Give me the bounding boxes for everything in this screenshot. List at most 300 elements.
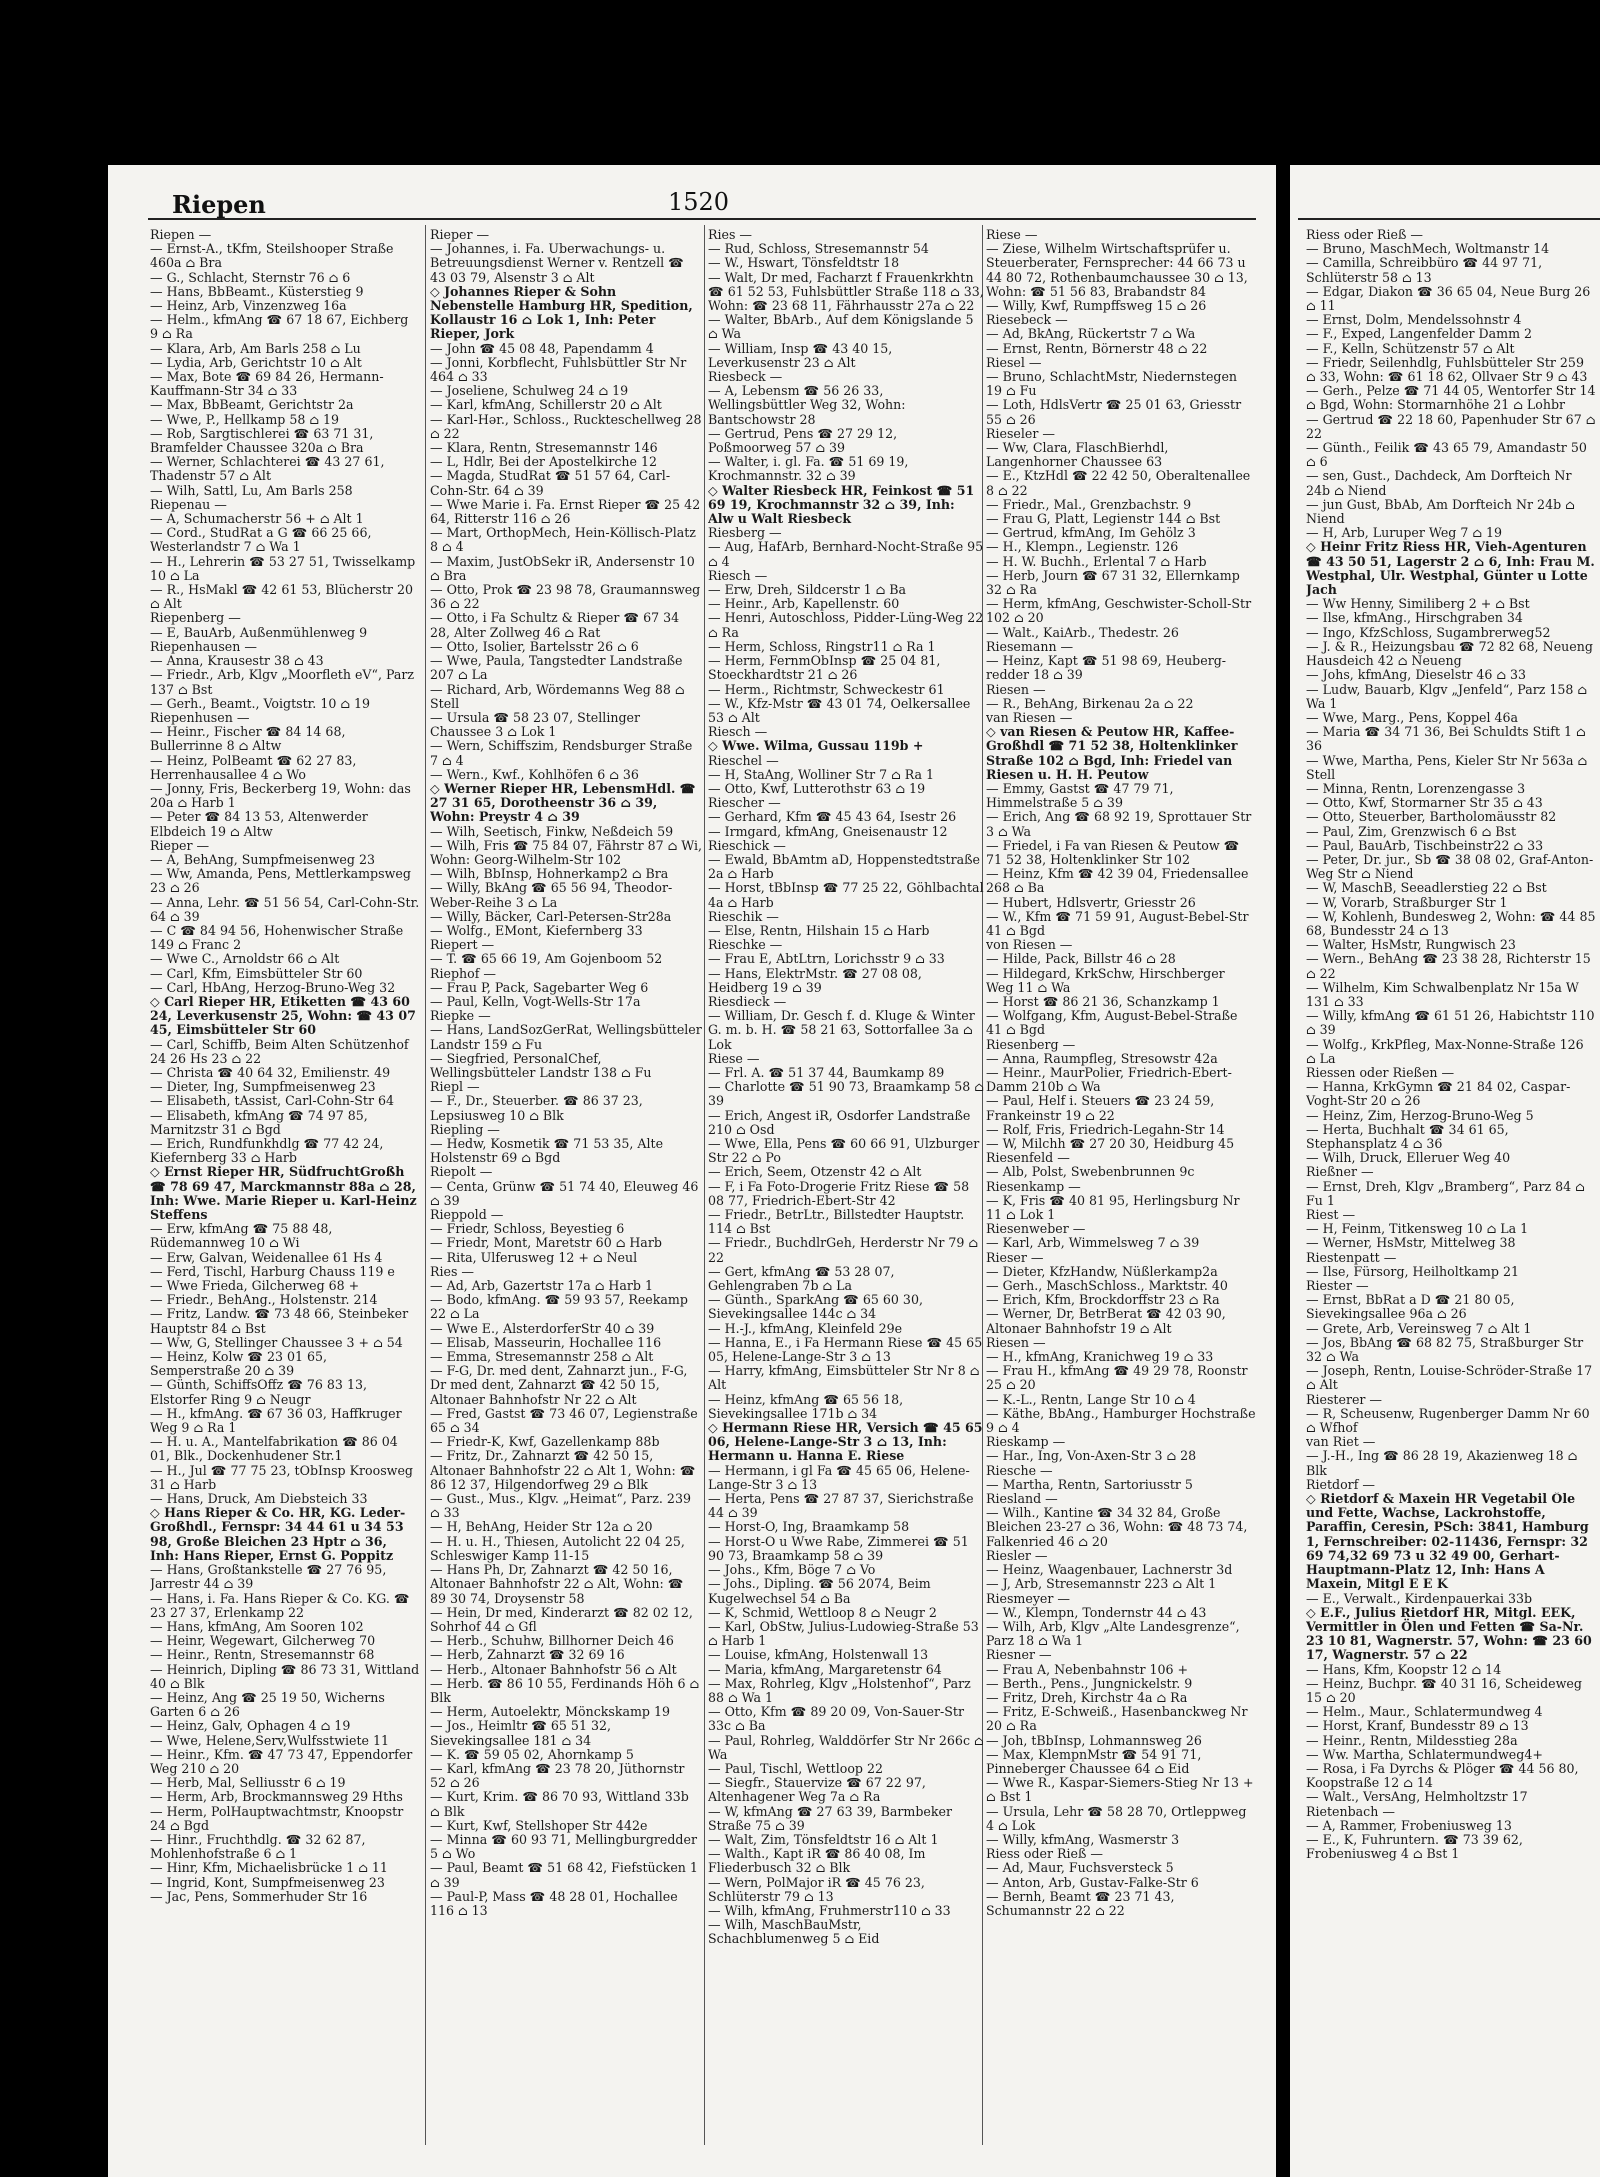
directory-entry: — Friedr-K, Kwf, Gazellenkamp 88b	[430, 1435, 660, 1450]
directory-entry: Riesenkamp —	[986, 1179, 1081, 1194]
directory-entry: Rietdorf —	[1306, 1477, 1375, 1492]
directory-entry: — Rob, Sargtischlerei ☎ 63 71 31, Bramfelder Chaussee 320a ⌂ Bra	[150, 426, 374, 456]
directory-entry: — Mart, OrthopMech, Hein-Köllisch-Platz 8 ⌂ 4	[430, 526, 696, 555]
directory-entry: — Gertrud, Pens ☎ 27 29 12, Poßmoorweg 57 ⌂ 39	[708, 426, 898, 456]
directory-entry: Rieschel —	[708, 753, 779, 768]
directory-entry: — Ingo, KfzSchloss, Sugambrerweg52	[1306, 625, 1551, 640]
directory-entry: — Anton, Arb, Gustav-Falke-Str 6	[986, 1875, 1199, 1890]
directory-entry: — Wilh, BbInsp, Hohnerkamp2 ⌂ Bra	[430, 867, 669, 882]
directory-entry: — Heinz, Galv, Ophagen 4 ⌂ 19	[150, 1719, 351, 1734]
directory-entry: — Paul, Tischl, Wettloop 22	[708, 1761, 884, 1776]
directory-entry: — Anna, Krausestr 38 ⌂ 43	[150, 654, 324, 669]
directory-entry: Riess oder Rieß —	[986, 1847, 1103, 1862]
directory-entry: — Horst, Kranf, Bundesstr 89 ⌂ 13	[1306, 1719, 1529, 1734]
directory-entry: — Heinz, kfmAng ☎ 65 56 18, Sievekingsallee 171b ⌂ 34	[708, 1392, 904, 1421]
directory-entry: — Minna ☎ 60 93 71, Mellingburgredder 5 ⌂ Wo	[430, 1832, 697, 1862]
directory-entry: — Else, Rentn, Hilshain 15 ⌂ Harb	[708, 923, 930, 938]
directory-entry: — Gertrud, kfmAng, Im Gehölz 3	[986, 526, 1196, 541]
directory-entry: Riess oder Rieß —	[1306, 228, 1423, 242]
running-head: Riepen	[172, 190, 266, 219]
directory-entry: — Heinr., Rentn, Stresemannstr 68	[150, 1648, 375, 1663]
directory-entry: Ries —	[708, 228, 753, 242]
directory-entry: ◇ Hermann Riese HR, Versich ☎ 45 65 06, Helene-Lange-Str 3 ⌂ 13, Inh: Hermann u. Hanna E. Riese	[708, 1421, 983, 1464]
directory-entry: — F., Dr., Steuerber. ☎ 86 37 23, Lepsiusweg 10 ⌂ Blk	[430, 1094, 643, 1123]
directory-entry: — Hans, i. Fa. Hans Rieper & Co. KG. ☎ 23 27 37, Erlenkamp 22	[150, 1591, 410, 1620]
directory-entry: — Rosa, i Fa Dyrchs & Plöger ☎ 44 56 80, Koopstraße 12 ⌂ 14	[1306, 1761, 1579, 1791]
directory-entry: — Wilh, Fris ☎ 75 84 07, Fährstr 87 ⌂ Wi, Wohn: Georg-Wilhelm-Str 102	[430, 838, 702, 867]
directory-entry: — F., Kelln, Schützenstr 57 ⌂ Alt	[1306, 341, 1515, 356]
directory-entry: — Horst ☎ 86 21 36, Schanzkamp 1	[986, 994, 1220, 1009]
directory-entry: — W, kfmAng ☎ 27 63 39, Barmbeker Straße 75 ⌂ 39	[708, 1804, 952, 1833]
directory-entry: — Günth., SparkAng ☎ 65 60 30, Sievekingsallee 144c ⌂ 34	[708, 1293, 923, 1322]
directory-entry: — Otto, Kfm ☎ 89 20 09, Von-Sauer-Str 33c ⌂ Ba	[708, 1705, 964, 1734]
directory-entry: — E., K, Fuhruntern. ☎ 73 39 62, Frobeniusweg 4 ⌂ Bst 1	[1306, 1832, 1523, 1862]
directory-entry: Riesler —	[986, 1548, 1048, 1563]
directory-entry: — Hildegard, KrkSchw, Hirschberger Weg 11 ⌂ Wa	[986, 966, 1225, 995]
directory-entry: — Wern, PolMajor iR ☎ 45 76 23, Schlüterstr 79 ⌂ 13	[708, 1875, 925, 1904]
directory-entry: Riesenberg —	[986, 1037, 1076, 1052]
directory-entry: — jun Gust, BbAb, Am Dorfteich Nr 24b ⌂ Niend	[1306, 497, 1575, 527]
directory-entry: Riepen —	[150, 228, 212, 242]
directory-entry: — Frau H., kfmAng ☎ 49 29 78, Roonstr 25 ⌂ 20	[986, 1364, 1248, 1393]
directory-entry: — E, BauArb, Außenmühlenweg 9	[150, 625, 368, 640]
directory-entry: — H, Arb, Luruper Weg 7 ⌂ 19	[1306, 526, 1503, 541]
directory-entry: Riesche —	[986, 1463, 1053, 1478]
directory-entry: — Ww, G, Stellinger Chaussee 3 + ⌂ 54	[150, 1335, 403, 1350]
directory-entry: — W., Kfz-Mstr ☎ 43 01 74, Oelkersallee 53 ⌂ Alt	[708, 696, 971, 725]
directory-entry: — F, i Fa Foto-Drogerie Fritz Riese ☎ 58 08 77, Friedrich-Ebert-Str 42	[708, 1179, 970, 1208]
directory-entry: — Berth., Pens., Jungnickelstr. 9	[986, 1676, 1193, 1691]
directory-entry: — H.-J., kfmAng, Kleinfeld 29e	[708, 1321, 903, 1336]
directory-entry: — Erich, Ang ☎ 68 92 19, Sprottauer Str 3 ⌂ Wa	[986, 810, 1252, 839]
directory-entry: — Johs., Dipling. ☎ 56 2074, Beim Kugelwechsel 54 ⌂ Ba	[708, 1577, 931, 1606]
directory-entry: — F-G, Dr. med dent, Zahnarzt jun., F-G, Dr med dent, Zahnarzt ☎ 42 50 15, Altonaer Bahnhofstr Nr 22 ⌂ Alt	[430, 1364, 688, 1407]
directory-entry: — Bruno, MaschMech, Woltmanstr 14	[1306, 242, 1550, 257]
directory-entry: — Wern., Kwf., Kohlhöfen 6 ⌂ 36	[430, 767, 639, 782]
directory-entry: — Friedr., BehAng., Holstenstr. 214	[150, 1293, 378, 1308]
directory-entry: — Wilh, Sattl, Lu, Am Barls 258	[150, 483, 353, 498]
directory-entry: — H, Feinm, Titkensweg 10 ⌂ La 1	[1306, 1222, 1529, 1237]
directory-entry: — Herm, FernmObInsp ☎ 25 04 81, Stoeckhardtstr 21 ⌂ 26	[708, 654, 941, 683]
directory-entry: — Walter, BbArb., Auf dem Königslande 5 ⌂ Wa	[708, 313, 974, 342]
directory-entry: — Wilh, MaschBauMstr, Schachblumenweg 5 ⌂ Eid	[708, 1918, 880, 1947]
directory-entry: — Frau E, AbtLtrn, Lorichsstr 9 ⌂ 33	[708, 952, 945, 967]
directory-entry: — Wilh, kfmAng, Fruhmerstr110 ⌂ 33	[708, 1903, 951, 1918]
directory-entry: — Ww, Amanda, Pens, Mettlerkampsweg 23 ⌂ 26	[150, 867, 411, 896]
directory-entry: — Wwe, Martha, Pens, Kieler Str Nr 563a ⌂ Stell	[1306, 753, 1588, 782]
directory-entry: — Heinz, Ang ☎ 25 19 50, Wicherns Garten 6 ⌂ 26	[150, 1690, 385, 1720]
directory-entry: — Gust., Mus., Klgv. „Heimat“, Parz. 239 ⌂ 33	[430, 1492, 691, 1521]
directory-entry: — Karl, ObStw, Julius-Ludowieg-Straße 53 ⌂ Harb 1	[708, 1619, 979, 1649]
directory-entry: — K. ☎ 59 05 02, Ahornkamp 5	[430, 1747, 634, 1762]
directory-entry: — Anna, Lehr. ☎ 51 56 54, Carl-Cohn-Str. 64 ⌂ 39	[150, 895, 420, 924]
directory-entry: — Ewald, BbAmtm aD, Hoppenstedtstraße 2a ⌂ Harb	[708, 852, 980, 882]
directory-entry: — Hanna, E., i Fa Hermann Riese ☎ 45 65 05, Helene-Lange-Str 3 ⌂ 13	[708, 1335, 983, 1365]
directory-entry: — K, Fris ☎ 40 81 95, Herlingsburg Nr 11 ⌂ Lok 1	[986, 1193, 1240, 1223]
directory-entry: — Hinr., Fruchthdlg. ☎ 32 62 87, Mohlenhofstraße 6 ⌂ 1	[150, 1832, 366, 1862]
directory-entry: — Jonny, Fris, Beckerberg 19, Wohn: das 20a ⌂ Harb 1	[150, 781, 411, 811]
directory-entry: — Fred, Gastst ☎ 73 46 07, Legienstraße 65 ⌂ 34	[430, 1406, 698, 1436]
header-rule	[148, 218, 1256, 220]
directory-entry: — Centa, Grünw ☎ 51 74 40, Eleuweg 46 ⌂ 39	[430, 1179, 699, 1208]
directory-entry: Riepenhusen —	[150, 710, 250, 725]
directory-entry: — H, BehAng, Heider Str 12a ⌂ 20	[430, 1520, 653, 1535]
directory-entry: ◇ Carl Rieper HR, Etiketten ☎ 43 60 24, Leverkusenstr 25, Wohn: ☎ 43 07 45, Eimsbütteler Str 60	[150, 994, 416, 1038]
directory-entry: — Cord., StudRat a G ☎ 66 25 66, Westerlandstr 7 ⌂ Wa 1	[150, 526, 372, 555]
directory-entry: — Gert, kfmAng ☎ 53 28 07, Gehlengraben 7b ⌂ La	[708, 1264, 895, 1294]
directory-entry: — Gerh., Beamt., Voigtstr. 10 ⌂ 19	[150, 696, 370, 711]
directory-entry: Riepenau —	[150, 497, 227, 512]
directory-entry: — Herta, Pens ☎ 27 87 37, Sierichstraße 44 ⌂ 39	[708, 1492, 974, 1521]
directory-entry: — Camilla, Schreibbüro ☎ 44 97 71, Schlüterstr 58 ⌂ 13	[1306, 256, 1543, 285]
directory-entry: — Karl, kfmAng ☎ 23 78 20, Jüthornstr 52 ⌂ 26	[430, 1761, 685, 1791]
directory-entry: Riepling —	[430, 1122, 500, 1137]
directory-entry: Rieppold —	[430, 1208, 504, 1223]
directory-entry: — Dieter, Ing, Sumpfmeisenweg 23	[150, 1080, 376, 1095]
directory-entry: — Ingrid, Kont, Sumpfmeisenweg 23	[150, 1875, 385, 1890]
directory-entry: — Heinr., Fischer ☎ 84 14 68, Bullerrinne 8 ⌂ Altw	[150, 725, 346, 754]
directory-entry: — Paul, Helf i. Steuers ☎ 23 24 59, Frankeinstr 19 ⌂ 22	[986, 1094, 1215, 1123]
directory-entry: — H., Klempn., Legienstr. 126	[986, 540, 1179, 555]
directory-entry: ◇ Wwe. Wilma, Gussau 119b +	[708, 739, 924, 754]
directory-entry: — Max, BbBeamt, Gerichtstr 2a	[150, 398, 354, 413]
directory-entry: — W., Kfm ☎ 71 59 91, August-Bebel-Str 41 ⌂ Bgd	[986, 909, 1249, 938]
directory-entry: — Peter ☎ 84 13 53, Altenwerder Elbdeich 19 ⌂ Altw	[150, 810, 368, 839]
directory-entry: — Hans, Kfm, Koopstr 12 ⌂ 14	[1306, 1662, 1502, 1677]
directory-entry: — Hans, kfmAng, Am Sooren 102	[150, 1619, 364, 1634]
directory-entry: — Ernst, BbRat a D ☎ 21 80 05, Sievekingsallee 96a ⌂ 26	[1306, 1293, 1515, 1322]
directory-entry: — Ad, BkAng, Rückertstr 7 ⌂ Wa	[986, 327, 1196, 342]
directory-entry: — Wilh., Kantine ☎ 34 32 84, Große Bleichen 23-27 ⌂ 36, Wohn: ☎ 48 73 74, Falkenried 46 ⌂ 20	[986, 1506, 1248, 1549]
directory-entry: — Paul, Kelln, Vogt-Wells-Str 17a	[430, 994, 641, 1009]
directory-entry: Rieschick —	[708, 838, 786, 853]
directory-entry: — H., Lehrerin ☎ 53 27 51, Twisselkamp 10 ⌂ La	[150, 554, 416, 583]
column-4	[986, 228, 1256, 1918]
directory-entry: — Johs, kfmAng, Dieselstr 46 ⌂ 33	[1306, 668, 1527, 683]
directory-entry: — Harry, kfmAng, Eimsbütteler Str Nr 8 ⌂ Alt	[708, 1364, 980, 1393]
directory-entry: — Ernst, Rentn, Börnerstr 48 ⌂ 22	[986, 341, 1208, 356]
directory-entry: — A, Schumacherstr 56 + ⌂ Alt 1	[150, 512, 364, 527]
directory-entry: — E., Verwalt., Kirdenpauerkai 33b	[1306, 1591, 1533, 1606]
directory-entry: — Karl, kfmAng, Schillerstr 20 ⌂ Alt	[430, 398, 662, 413]
directory-entry: — F., Exped, Langenfelder Damm 2	[1306, 327, 1533, 342]
directory-entry: — Johannes, i. Fa. Überwachungs- u. Betreuungsdienst Werner v. Rentzell ☎ 43 03 79, Alsenstr 3 ⌂ Alt	[430, 242, 684, 285]
directory-entry: — Herb., Schuhw, Billhorner Deich 46	[430, 1634, 674, 1649]
directory-entry: — Hans, Großtankstelle ☎ 27 76 95, Jarrestr 44 ⌂ 39	[150, 1563, 387, 1592]
directory-entry: — Gerh., MaschSchloss., Marktstr. 40	[986, 1279, 1228, 1294]
directory-entry: — sen, Gust., Dachdeck, Am Dorfteich Nr 24b ⌂ Niend	[1306, 469, 1572, 498]
directory-entry: — H., kfmAng. ☎ 67 36 03, Haffkruger Weg 9 ⌂ Ra 1	[150, 1406, 402, 1436]
directory-entry: — Herm, Arb, Brockmannsweg 29 Hths	[150, 1790, 403, 1805]
directory-entry: ◇ E.F., Julius Rietdorf HR, Mitgl. EEK, Vermittler in Ölen und Fetten ☎ Sa-Nr. 23 10 81, Wagnerstr. 57, Wohn: ☎ 23 60 17, Wagnerstr. 57 ⌂ 22	[1306, 1605, 1592, 1663]
directory-entry: — Herm, kfmAng, Geschwister-Scholl-Str 102 ⌂ 20	[986, 597, 1252, 626]
directory-entry: — Willy, Kwf, Rumpffsweg 15 ⌂ 26	[986, 299, 1207, 314]
directory-entry: — Siegfried, PersonalChef, Wellingsbütteler Landstr 138 ⌂ Fu	[430, 1051, 652, 1080]
directory-entry: Riesen —	[986, 1335, 1046, 1350]
directory-entry: — Frau G, Platt, Legienstr 144 ⌂ Bst	[986, 512, 1221, 527]
directory-entry: — Otto, Kwf, Stormarner Str 35 ⌂ 43	[1306, 796, 1543, 811]
directory-entry: — Joh, tBbInsp, Lohmannsweg 26	[986, 1733, 1202, 1748]
directory-entry: — H, StaAng, Wolliner Str 7 ⌂ Ra 1	[708, 767, 935, 782]
directory-entry: Riesbeck —	[708, 370, 783, 385]
directory-entry: ◇ Walter Riesbeck HR, Feinkost ☎ 51 69 19, Krochmannstr 32 ⌂ 39, Inh: Alw u Walt Riesbeck	[708, 483, 975, 527]
directory-entry: — J.-H., Ing ☎ 86 28 19, Akazienweg 18 ⌂ Blk	[1306, 1449, 1578, 1478]
directory-entry: — Carl, Kfm, Eimsbütteler Str 60	[150, 966, 363, 981]
page-number: 1520	[668, 188, 730, 216]
directory-entry: — Hinr, Kfm, Michaelisbrücke 1 ⌂ 11	[150, 1861, 388, 1876]
directory-entry: — Herb, Journ ☎ 67 31 32, Ellernkamp 32 ⌂ Ra	[986, 568, 1240, 598]
directory-entry: — Wwe R., Kaspar-Siemers-Stieg Nr 13 + ⌂ Bst 1	[986, 1776, 1254, 1805]
directory-entry: — Willy, kfmAng, Wasmerstr 3	[986, 1832, 1180, 1847]
directory-entry: — Frau P, Pack, Sagebarter Weg 6	[430, 980, 649, 995]
directory-entry: — E., KtzHdl ☎ 22 42 50, Oberaltenallee 8 ⌂ 22	[986, 469, 1251, 498]
directory-entry: — Bernh, Beamt ☎ 23 71 43, Schumannstr 22 ⌂ 22	[986, 1889, 1175, 1918]
directory-entry: — Günth., Feilik ☎ 43 65 79, Amandastr 50 ⌂ 6	[1306, 441, 1587, 470]
directory-entry: — Christa ☎ 40 64 32, Emilienstr. 49	[150, 1065, 391, 1080]
directory-entry: — Herb, Mal, Selliusstr 6 ⌂ 19	[150, 1776, 346, 1791]
directory-entry: — Heinz, Kfm ☎ 42 39 04, Friedensallee 268 ⌂ Ba	[986, 867, 1249, 896]
directory-entry: — Walt., KaiArb., Thedestr. 26	[986, 625, 1179, 640]
directory-entry: — W, Vorarb, Straßburger Str 1	[1306, 895, 1508, 910]
directory-entry: Riescher —	[708, 796, 781, 811]
directory-entry: Riestenpatt —	[1306, 1250, 1397, 1265]
directory-entry: — John ☎ 45 08 48, Papendamm 4	[430, 341, 654, 356]
directory-entry: — Heinr., Arb, Kapellenstr. 60	[708, 597, 900, 612]
directory-entry: — Werner, Schlachterei ☎ 43 27 61, Thadenstr 57 ⌂ Alt	[150, 455, 385, 484]
directory-entry: Riesdieck —	[708, 994, 787, 1009]
directory-entry: — Ernst, Dolm, Mendelssohnstr 4	[1306, 313, 1522, 328]
directory-entry: Riessen oder Rießen —	[1306, 1065, 1455, 1080]
directory-entry: — Wolfg., KrkPfleg, Max-Nonne-Straße 126 ⌂ La	[1306, 1037, 1584, 1066]
directory-entry: — Rita, Ulferusweg 12 + ⌂ Neul	[430, 1250, 638, 1265]
directory-entry: — Herb., Altonaer Bahnhofstr 56 ⌂ Alt	[430, 1662, 677, 1677]
directory-entry: Riesmeyer —	[986, 1591, 1071, 1606]
directory-entry: — Erich, Angest iR, Osdorfer Landstraße 210 ⌂ Osd	[708, 1108, 971, 1137]
directory-entry: Rieser —	[986, 1250, 1044, 1265]
directory-entry: — Paul-P, Mass ☎ 48 28 01, Hochallee 116 ⌂ 13	[430, 1889, 678, 1918]
directory-entry: — Friedr, Seilenhdlg, Fuhlsbütteler Str 259 ⌂ 33, Wohn: ☎ 61 18 62, Ollvaer Str 9 ⌂ 43	[1306, 355, 1588, 385]
column-2	[430, 228, 702, 1918]
directory-entry: — Otto, i Fa Schultz & Rieper ☎ 67 34 28, Alter Zollweg 46 ⌂ Rat	[430, 611, 680, 640]
directory-entry: — Wern, Schiffszim, Rendsburger Straße 7 ⌂ 4	[430, 739, 693, 768]
directory-entry: — Henri, Autoschloss, Pidder-Lüng-Weg 22 ⌂ Ra	[708, 611, 984, 640]
directory-entry: — Bodo, kfmAng. ☎ 59 93 57, Reekamp 22 ⌂ La	[430, 1293, 688, 1322]
directory-entry: — H., Jul ☎ 77 75 23, tObInsp Kroosweg 31 ⌂ Harb	[150, 1463, 413, 1492]
directory-entry: — Max, Bote ☎ 69 84 26, Hermann-Kauffmann-Str 34 ⌂ 33	[150, 370, 384, 399]
directory-entry: — Emma, Stresemannstr 258 ⌂ Alt	[430, 1350, 654, 1365]
directory-entry: — Heinr, Wegewart, Gilcherweg 70	[150, 1634, 376, 1649]
directory-entry: — Hermann, i gl Fa ☎ 45 65 06, Helene-Lange-Str 3 ⌂ 13	[708, 1463, 970, 1492]
directory-entry: — Maria, kfmAng, Margaretenstr 64	[708, 1662, 942, 1677]
directory-entry: Rieseler —	[986, 426, 1055, 441]
directory-entry: — H. u. H., Thiesen, Autolicht 22 04 25, Schleswiger Kamp 11-15	[430, 1534, 685, 1563]
directory-entry: — Otto, Steuerber, Bartholomäusstr 82	[1306, 810, 1557, 825]
directory-entry: — Elisabeth, tAssist, Carl-Cohn-Str 64	[150, 1094, 395, 1109]
directory-entry: — Paul, BauArb, Tischbeinstr22 ⌂ 33	[1306, 838, 1544, 853]
directory-entry: — Günth, SchiffsOffz ☎ 76 83 13, Elstorfer Ring 9 ⌂ Neugr	[150, 1378, 367, 1407]
directory-entry: — Fritz, Landw. ☎ 73 48 66, Steinbeker Hauptstr 84 ⌂ Bst	[150, 1307, 409, 1336]
directory-entry: — Wolfg., EMont, Kiefernberg 33	[430, 923, 643, 938]
directory-entry: — Friedr., Arb, Klgv „Moorfleth eV“, Parz 137 ⌂ Bst	[150, 668, 415, 697]
directory-entry: ◇ Johannes Rieper & Sohn Nebenstelle Hamburg HR, Spedition, Kollaustr 16 ⌂ Lok 1, Inh: Peter Rieper, Jork	[430, 284, 693, 342]
directory-entry: — Elisab, Masseurin, Hochallee 116	[430, 1335, 662, 1350]
directory-entry: — Ziese, Wilhelm Wirtschaftsprüfer u. Steuerberater, Fernsprecher: 44 66 73 u 44 80 72, Rothenbaumchaussee 30 ⌂ 13, Wohn: ☎ 51 56 83, Brabandstr 84	[986, 242, 1248, 299]
directory-entry: — Helm., kfmAng ☎ 67 18 67, Eichberg 9 ⌂ Ra	[150, 313, 409, 342]
directory-entry: — Hans, ElektrMstr. ☎ 27 08 08, Heidberg 19 ⌂ 39	[708, 966, 922, 995]
directory-entry: — H. u. A., Mantelfabrikation ☎ 86 04 01, Blk., Dockenhudener Str.1	[150, 1435, 398, 1464]
directory-entry: ◇ Heinr Fritz Riess HR, Vieh-Agenturen ☎ 43 50 51, Lagerstr 2 ⌂ 6, Inh: Frau M. Westphal, Ulr. Westphal, Günter u Lotte Jach	[1306, 540, 1595, 598]
directory-entry: — L, Hdlr, Bei der Apostelkirche 12	[430, 455, 658, 470]
directory-entry: — Carl, Schiffb, Beim Alten Schützenhof 24 26 Hs 23 ⌂ 22	[150, 1037, 409, 1066]
directory-entry: — J. & R., Heizungsbau ☎ 72 82 68, Neueng Hausdeich 42 ⌂ Neueng	[1306, 639, 1593, 669]
directory-entry: — Frau A, Nebenbahnstr 106 +	[986, 1662, 1189, 1677]
directory-entry: — Horst-O, Ing, Braamkamp 58	[708, 1520, 910, 1535]
directory-entry: — Emmy, Gastst ☎ 47 79 71, Himmelstraße 5 ⌂ 39	[986, 781, 1174, 811]
directory-entry: Riephof —	[430, 966, 496, 981]
directory-entry: — Anna, Raumpfleg, Stresowstr 42a	[986, 1051, 1218, 1066]
directory-entry: — Minna, Rentn, Lorenzengasse 3	[1306, 781, 1526, 796]
directory-entry: — R., HsMakl ☎ 42 61 53, Blücherstr 20 ⌂ Alt	[150, 583, 413, 612]
directory-entry: — Rud, Schloss, Stresemannstr 54	[708, 242, 929, 257]
directory-entry: — A, Rammer, Frobeniusweg 13	[1306, 1818, 1512, 1833]
directory-entry: — Ww, Clara, FlaschBierhdl, Langenhorner Chaussee 63	[986, 441, 1169, 470]
directory-entry: — Willy, kfmAng ☎ 61 51 26, Habichtstr 110 ⌂ 39	[1306, 1009, 1595, 1038]
directory-entry: — Willy, BkAng ☎ 65 56 94, Theodor-Weber-Reihe 3 ⌂ La	[430, 881, 673, 910]
directory-entry: Riepl —	[430, 1080, 480, 1095]
directory-entry: Rieper —	[430, 228, 490, 242]
directory-entry: Riesner —	[986, 1648, 1052, 1663]
directory-entry: — Jos., Heimltr ☎ 65 51 32, Sievekingsallee 181 ⌂ 34	[430, 1719, 611, 1748]
directory-entry: Ries —	[430, 1264, 475, 1279]
directory-entry: — Heinz, Zim, Herzog-Bruno-Weg 5	[1306, 1108, 1534, 1123]
directory-entry: — Wilhelm, Kim Schwalbenplatz Nr 15a W 131 ⌂ 33	[1306, 980, 1579, 1009]
directory-entry: — Ferd, Tischl, Harburg Chauss 119 e	[150, 1264, 395, 1279]
directory-entry: — Peter, Dr. jur., Sb ☎ 38 08 02, Graf-Anton-Weg Str ⌂ Niend	[1306, 852, 1594, 882]
directory-entry: — Wilh, Arb, Klgv „Alte Landesgrenze“, Parz 18 ⌂ Wa 1	[986, 1619, 1240, 1649]
directory-entry: — Jac, Pens, Sommerhuder Str 16	[150, 1889, 368, 1904]
directory-entry: — Friedr, Mont, Maretstr 60 ⌂ Harb	[430, 1236, 662, 1251]
directory-entry: — Friedr., BuchdlrGeh, Herderstr Nr 79 ⌂ 22	[708, 1236, 979, 1265]
directory-entry: — Paul, Beamt ☎ 51 68 42, Fiefstücken 1 ⌂ 39	[430, 1861, 698, 1890]
directory-entry: — Har., Ing, Von-Axen-Str 3 ⌂ 28	[986, 1449, 1197, 1464]
directory-entry: — Wolfgang, Kfm, August-Bebel-Straße 41 ⌂ Bgd	[986, 1009, 1238, 1038]
directory-entry: — Friedr., BetrLtr., Billstedter Hauptstr. 114 ⌂ Bst	[708, 1208, 965, 1237]
directory-entry: — Max, Rohrleg, Klgv „Holstenhof“, Parz 88 ⌂ Wa 1	[708, 1676, 971, 1705]
directory-entry: Rieschke —	[708, 938, 783, 953]
directory-entry: — Wwe, Paula, Tangstedter Landstraße 207 ⌂ La	[430, 654, 683, 683]
directory-entry: — Maria ☎ 34 71 36, Bei Schuldts Stift 1 ⌂ 36	[1306, 725, 1586, 754]
directory-entry: — Gertrud ☎ 22 18 60, Papenhuder Str 67 ⌂ 22	[1306, 412, 1596, 441]
directory-entry: — Karl-Hər., Schloss., Ruckteschellweg 28 ⌂ 22	[430, 412, 702, 441]
directory-entry: — Hanna, KrkGymn ☎ 21 84 02, Caspar-Voght-Str 20 ⌂ 26	[1306, 1080, 1571, 1109]
directory-entry: — Ww. Martha, Schlatermundweg4+	[1306, 1747, 1543, 1762]
directory-entry: Riesel —	[986, 355, 1042, 370]
directory-entry: — Joseph, Rentn, Louise-Schröder-Straße 17 ⌂ Alt	[1306, 1364, 1593, 1393]
directory-entry: ◇ Werner Rieper HR, LebensmHdl. ☎ 27 31 65, Dorotheenstr 36 ⌂ 39, Wohn: Preystr 4 ⌂ 39	[430, 781, 696, 825]
directory-entry: — K.-L., Rentn, Lange Str 10 ⌂ 4	[986, 1392, 1196, 1407]
directory-entry: — Heinz, Buchpr. ☎ 40 31 16, Scheideweg 15 ⌂ 20	[1306, 1676, 1582, 1705]
directory-entry: — Walth., Kapt iR ☎ 86 40 08, Im Fliederbusch 32 ⌂ Blk	[708, 1847, 926, 1876]
directory-entry: Riesemann —	[986, 639, 1074, 654]
directory-entry: — Wwe, Helene,Serv,Wulfsstwiete 11	[150, 1733, 390, 1748]
directory-entry: — Karl, Arb, Wimmelsweg 7 ⌂ 39	[986, 1236, 1200, 1251]
directory-entry: Rieschik —	[708, 909, 779, 924]
directory-entry: — Erich, Rundfunkhdlg ☎ 77 42 24, Kiefernberg 33 ⌂ Harb	[150, 1137, 384, 1166]
directory-entry: — W., Hswart, Tönsfeldtstr 18	[708, 256, 900, 271]
directory-entry: — Wwe C., Arnoldstr 66 ⌂ Alt	[150, 952, 340, 967]
directory-entry: — Wwe E., AlsterdorferStr 40 ⌂ 39	[430, 1321, 655, 1336]
column-1	[150, 228, 420, 1904]
directory-entry: — Herm, Schloss, Ringstr11 ⌂ Ra 1	[708, 639, 936, 654]
directory-entry: — Helm., Maur., Schlatermundweg 4	[1306, 1705, 1543, 1720]
directory-entry: — J, Arb, Stresemannstr 223 ⌂ Alt 1	[986, 1577, 1217, 1592]
directory-entry: — Hans, Druck, Am Diebsteich 33	[150, 1492, 368, 1507]
directory-entry: — Ludw, Bauarb, Klgv „Jenfeld“, Parz 158 ⌂ Wa 1	[1306, 682, 1588, 711]
directory-entry: — Wwe Marie i. Fa. Ernst Rieper ☎ 25 42 64, Ritterstr 116 ⌂ 26	[430, 497, 701, 527]
directory-entry: — Alb, Polst, Swebenbrunnen 9c	[986, 1165, 1195, 1180]
directory-entry: — Irmgard, kfmAng, Gneisenaustr 12	[708, 824, 948, 839]
directory-entry: — Lydia, Arb, Gerichtstr 10 ⌂ Alt	[150, 355, 362, 370]
directory-entry: — R., BehAng, Birkenau 2a ⌂ 22	[986, 696, 1194, 711]
directory-entry: — William, Dr. Gesch f. d. Kluge & Winter G. m. b. H. ☎ 58 21 63, Sottorfallee 3a ⌂ Lok	[708, 1009, 975, 1052]
directory-entry: — Wwe, P., Hellkamp 58 ⌂ 19	[150, 412, 340, 427]
directory-entry: Riesland —	[986, 1492, 1058, 1507]
directory-entry: Rieper —	[150, 838, 210, 853]
directory-entry: — Wwe, Ella, Pens ☎ 60 66 91, Ulzburger Str 22 ⌂ Po	[708, 1137, 980, 1166]
directory-entry: — A, BehAng, Sumpfmeisenweg 23	[150, 852, 375, 867]
directory-entry: — K, Schmid, Wettloop 8 ⌂ Neugr 2	[708, 1605, 937, 1620]
directory-entry: — Herm., Richtmstr, Schweckestr 61	[708, 682, 945, 697]
directory-entry: — Paul, Rohrleg, Walddörfer Str Nr 266c ⌂ Wa	[708, 1733, 984, 1762]
directory-entry: — W., Klempn, Tondernstr 44 ⌂ 43	[986, 1605, 1207, 1620]
directory-entry: — Herm, PolHauptwachtmstr, Knoopstr 24 ⌂ Bgd	[150, 1804, 404, 1833]
directory-entry: Riepenberg —	[150, 611, 241, 626]
directory-entry: — Hubert, Hdlsvertr, Griesstr 26	[986, 895, 1196, 910]
directory-entry: — Grete, Arb, Vereinsweg 7 ⌂ Alt 1	[1306, 1321, 1532, 1336]
directory-entry: — Jonni, Korbflecht, Fuhlsbüttler Str Nr 464 ⌂ 33	[430, 355, 687, 385]
directory-entry: — Dieter, KfzHandw, Nüßlerkamp2a	[986, 1264, 1218, 1279]
directory-entry: — Wern., BehAng ☎ 23 38 28, Richterstr 15 ⌂ 22	[1306, 952, 1591, 981]
directory-entry: Riesch —	[708, 725, 768, 740]
directory-entry: — William, Insp ☎ 43 40 15, Leverkusenstr 23 ⌂ Alt	[708, 341, 893, 370]
directory-entry: — Walter, i. gl. Fa. ☎ 51 69 19, Krochmannstr. 32 ⌂ 39	[708, 455, 909, 484]
directory-entry: — A, Lebensm ☎ 56 26 33, Wellingsbüttler Weg 32, Wohn: Bantschowstr 28	[708, 384, 906, 427]
directory-entry: — Wwe Frieda, Gilcherweg 68 +	[150, 1279, 360, 1294]
directory-entry: — Johs., Kfm, Böge 7 ⌂ Vo	[708, 1563, 876, 1578]
directory-entry: — Käthe, BbAng., Hamburger Hochstraße 9 ⌂ 4	[986, 1406, 1256, 1436]
directory-entry: ◇ Ernst Rieper HR, SüdfruchtGroßh ☎ 78 69 47, Marckmannstr 88a ⌂ 28, Inh: Wwe. Marie Rieper u. Karl-Heinz Steffens	[150, 1165, 417, 1223]
directory-entry: — Fritz, E-Schweiß., Hasenbanckweg Nr 20 ⌂ Ra	[986, 1705, 1248, 1734]
directory-entry: — Wilh, Druck, Elleruer Weg 40	[1306, 1151, 1511, 1166]
directory-entry: — Heinz, Kolw ☎ 23 01 65, Semperstraße 20 ⌂ 39	[150, 1350, 328, 1379]
directory-entry: Riese —	[708, 1051, 760, 1066]
directory-entry: — Erich, Kfm, Brockdorffstr 23 ⌂ Ra	[986, 1293, 1220, 1308]
directory-entry: — Bruno, SchlachtMstr, Niedernstegen 19 ⌂ Fu	[986, 370, 1238, 399]
header-rule-next	[1298, 218, 1600, 220]
directory-entry: — Hedw, Kosmetik ☎ 71 53 35, Alte Holstenstr 69 ⌂ Bgd	[430, 1137, 664, 1166]
directory-entry: — Hans, LandSozGerRat, Wellingsbütteler Landstr 159 ⌂ Fu	[430, 1023, 702, 1052]
directory-entry: — Heinz, Waagenbauer, Lachnerstr 3d	[986, 1563, 1233, 1578]
directory-entry: — Fritz, Dr., Zahnarzt ☎ 42 50 15, Altonaer Bahnhofstr 22 ⌂ Alt 1, Wohn: ☎ 86 12 37, Hilgendorfweg 29 ⌂ Blk	[430, 1449, 696, 1492]
directory-entry: — Walt., VersAng, Helmholtzstr 17	[1306, 1790, 1528, 1805]
directory-entry: — Ww Henny, Similiberg 2 + ⌂ Bst	[1306, 597, 1530, 612]
directory-entry: — Friedr., Mal., Grenzbachstr. 9	[986, 497, 1192, 512]
directory-entry: — Kurt, Krim. ☎ 86 70 93, Wittland 33b ⌂ Blk	[430, 1790, 689, 1819]
directory-entry: — Heinz, Arb, Vinzenzweg 16a	[150, 299, 347, 314]
directory-entry: Riesberg —	[708, 526, 782, 541]
column-5	[1306, 228, 1596, 1861]
directory-entry: — Hilde, Pack, Billstr 46 ⌂ 28	[986, 952, 1176, 967]
